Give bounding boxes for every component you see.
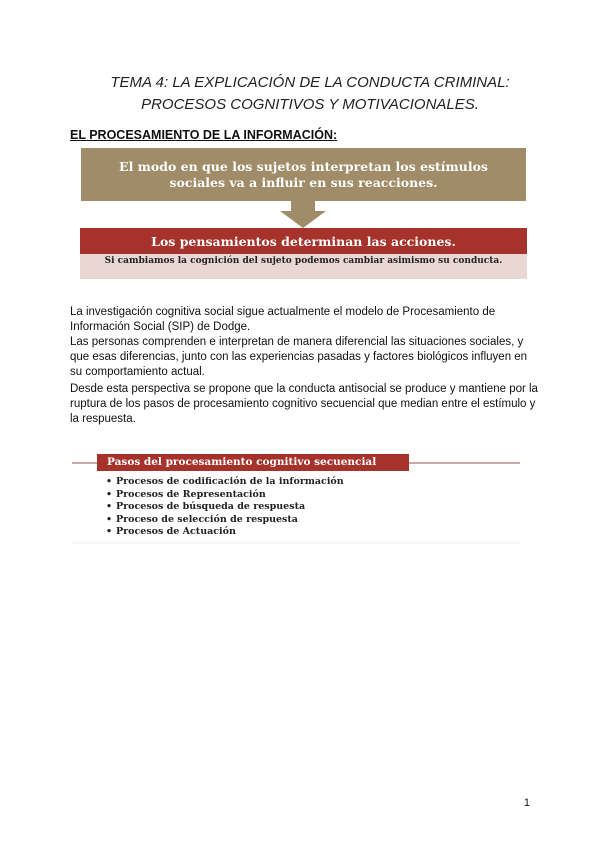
document-title-line-1: TEMA 4: LA EXPLICACIÓN DE LA CONDUCTA CRIMINAL: — [110, 74, 510, 91]
diagram-pink-box: Si cambiamos la cognición del sujeto podemos cambiar asimismo su conducta. — [80, 254, 527, 279]
down-arrow-icon — [279, 199, 327, 229]
steps-list — [106, 476, 344, 539]
page-number: 1 — [523, 797, 530, 809]
section-heading: EL PROCESAMIENTO DE LA INFORMACIÓN: — [70, 128, 338, 142]
list-item: • Procesos de búsqueda de respuesta — [106, 501, 344, 514]
list-item: • Procesos de Representación — [106, 489, 344, 502]
list-item: • Procesos de codificación de la información — [106, 476, 344, 489]
steps-bottom-edge — [72, 540, 520, 544]
list-item: • Proceso de selección de respuesta — [106, 514, 344, 527]
diagram-red-box: Los pensamientos determinan las acciones. — [80, 228, 527, 254]
diagram-top-box: El modo en que los sujetos interpretan los estímulos sociales va a influir en sus reacciones. — [81, 148, 526, 201]
paragraph-1: La investigación cognitiva social sigue actualmente el modelo de Procesamiento de Información Social (SIP) de Dodge. — [70, 306, 496, 333]
paragraph-3: Desde esta perspectiva se propone que la conducta antisocial se produce y mantiene por la ruptura de los pasos de procesamiento cognitivo secuencial que median entre el estímulo y la respuesta. — [70, 383, 538, 425]
steps-header: Pasos del procesamiento cognitivo secuencial — [97, 454, 409, 471]
document-title-line-2: PROCESOS COGNITIVOS Y MOTIVACIONALES. — [141, 96, 479, 113]
list-item: • Procesos de Actuación — [106, 526, 344, 539]
paragraph-2: Las personas comprenden e interpretan de manera diferencial las situaciones sociales, y que esas diferencias, junto con las experiencias pasadas y factores biológicos influyen en su comportamiento actual. — [70, 336, 528, 378]
